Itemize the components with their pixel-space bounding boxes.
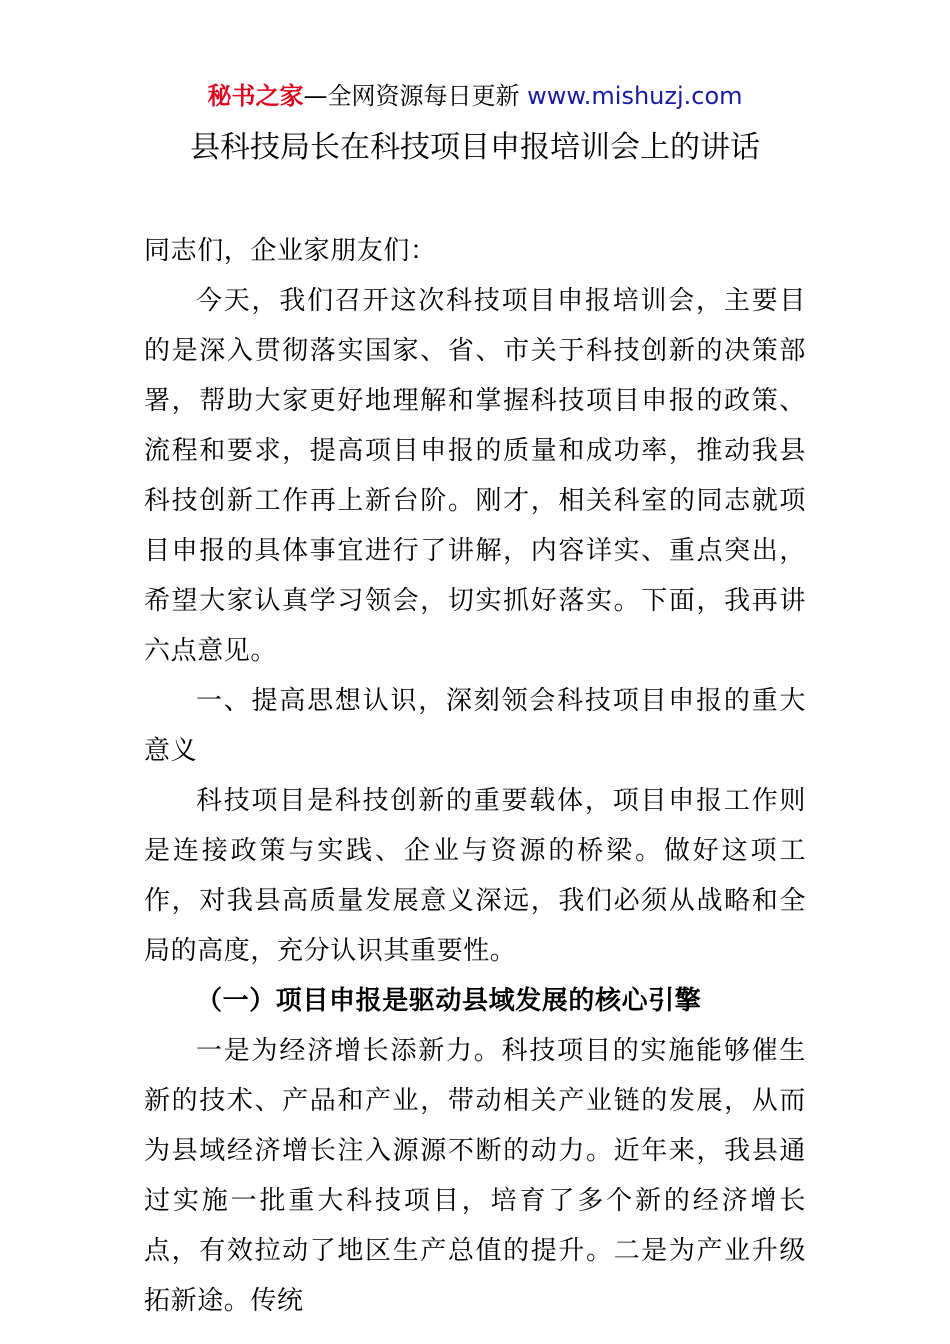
site-header: [0, 80, 950, 112]
document-body: [144, 226, 806, 1326]
paragraph-section-1: 科技项目是科技创新的重要载体，项目申报工作则是连接政策与实践、企业与资源的桥梁。做好这项工作，对我县高质量发展意义深远，我们必须从战略和全局的高度，充分认识其重要性。: [144, 786, 806, 966]
brand-name: 秘书之家: [207, 82, 304, 110]
section-heading-1: 一、提高思想认识，深刻领会科技项目申报的重大意义: [144, 686, 806, 766]
document-title: 县科技局长在科技项目申报培训会上的讲话: [190, 130, 760, 165]
header-tagline: —全网资源每日更新: [303, 82, 528, 110]
salutation: 同志们，企业家朋友们：: [144, 236, 437, 266]
paragraph-intro: 今天，我们召开这次科技项目申报培训会，主要目的是深入贯彻落实国家、省、市关于科技创新的决策部署，帮助大家更好地理解和掌握科技项目申报的政策、流程和要求，提高项目申报的质量和成功率，推动我县科技创新工作再上新台阶。刚才，相关科室的同志就项目申报的具体事宜进行了讲解，内容详实、重点突出，希望大家认真学习领会，切实抓好落实。下面，我再讲六点意见。: [144, 286, 806, 666]
paragraph-subsection-1: 一是为经济增长添新力。科技项目的实施能够催生新的技术、产品和产业，带动相关产业链的发展，从而为县域经济增长注入源源不断的动力。近年来，我县通过实施一批重大科技项目，培育了多个新的经济增长点，有效拉动了地区生产总值的提升。二是为产业升级拓新途。传统: [144, 1036, 806, 1316]
site-url-link[interactable]: www.mishuzj.com: [527, 82, 743, 110]
subsection-heading-1: （一）项目申报是驱动县域发展的核心引擎: [196, 986, 702, 1016]
